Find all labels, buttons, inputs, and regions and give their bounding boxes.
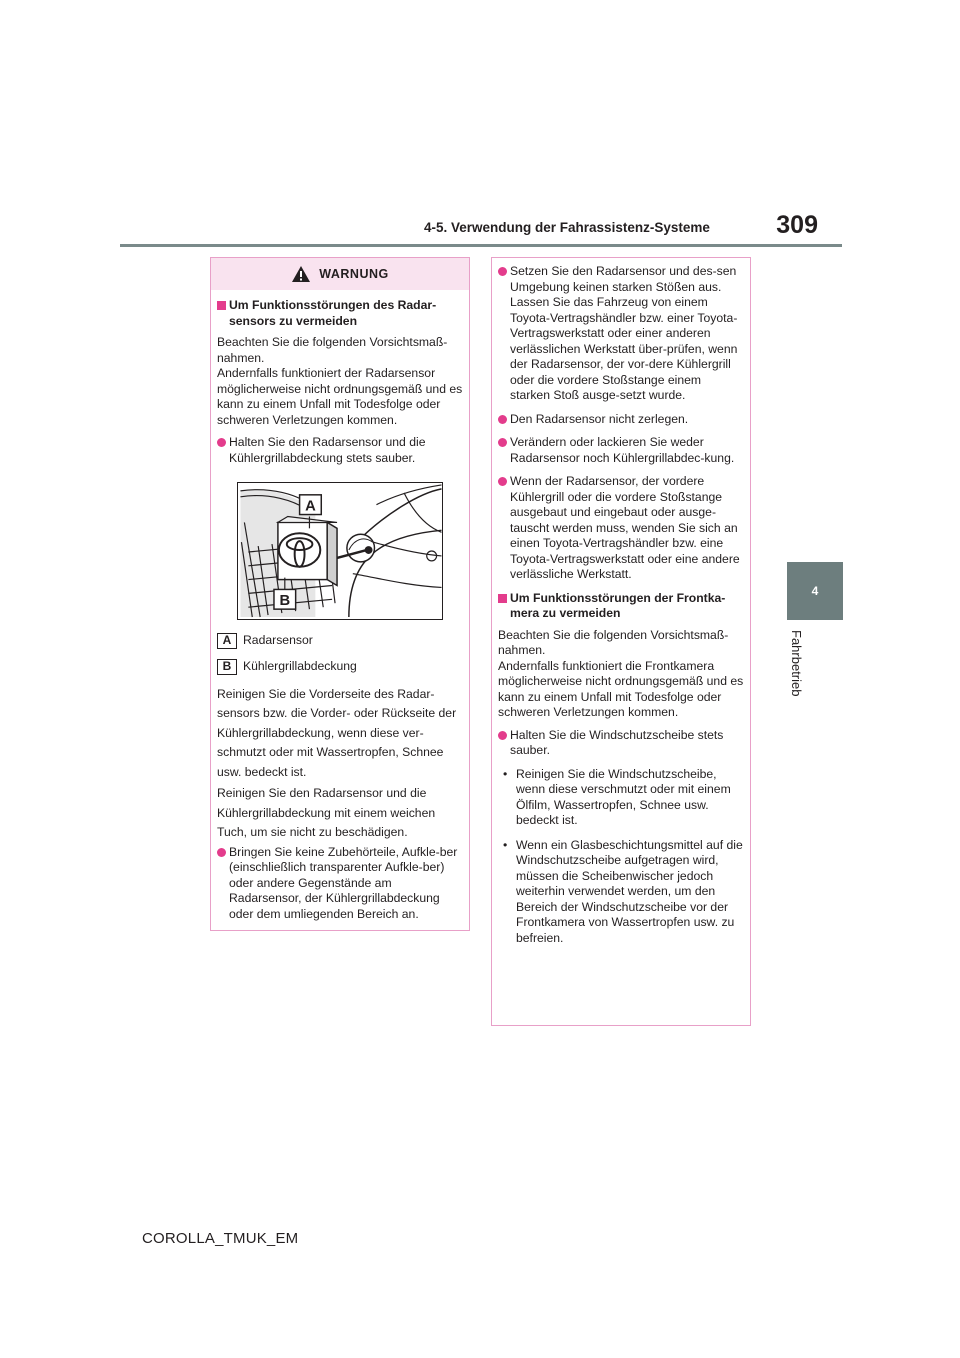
list-item: Bringen Sie keine Zubehörteile, Aufkle-ber (einschließlich transparenter Aufkle-ber) oder andere Gegenstände am Radarsensor, der Kühlergrillabdeckung oder dem umliegenden Bereich an.: [217, 845, 463, 923]
sub-list-item: • Wenn ein Glasbeschichtungsmittel auf die Windschutzscheibe aufgetragen wird, müssen die Scheibenwischer jedoch weiterhin verwendet werden, um den Bereich der Windschutzscheibe vor der Frontkamera von Wassertropfen usw. zu befreien.: [503, 837, 743, 945]
legend-text-a: Radarsensor: [243, 632, 313, 647]
round-bullet-icon: [498, 415, 507, 424]
list-item: Halten Sie den Radarsensor und die Kühlergrillabdeckung stets sauber.: [217, 435, 463, 466]
chapter-label: Fahrbetrieb: [789, 630, 804, 697]
chapter-number: 4: [811, 584, 819, 598]
sub-list-item: • Reinigen Sie die Windschutzscheibe, wenn diese verschmutzt oder mit einem Ölfilm, Wassertropfen, Schnee usw. bedeckt ist.: [503, 766, 731, 827]
section-heading-camera: Um Funktionsstörungen der Frontka-mera zu vermeiden: [498, 591, 744, 622]
round-bullet-icon: [498, 477, 507, 486]
list-item: Verändern oder lackieren Sie weder Radarsensor noch Kühlergrillabdec-kung.: [498, 435, 744, 466]
footer-code: COROLLA_TMUK_EM: [142, 1230, 299, 1247]
square-bullet-icon: [217, 301, 226, 310]
header-rule: [120, 244, 842, 247]
warning-title: WARNUNG: [319, 267, 389, 281]
warning-box-right: [491, 257, 751, 1026]
clean-cloth-text: Reinigen Sie den Radarsensor und die Kühlergrillabdeckung mit einem weichen Tuch, um sie nicht zu beschädigen.: [217, 786, 436, 839]
figure-label-b: B: [279, 593, 291, 610]
intro-text: Beachten Sie die folgenden Vorsichtsmaß-nahmen. Andernfalls funktioniert die Frontkamera möglicherweise nicht ordnungsgemäß und es kann zu einem Unfall mit Todesfolge oder schweren Verletzungen kommen.: [498, 627, 744, 719]
legend-key-b: B: [217, 659, 237, 675]
legend-item-radar: [217, 633, 463, 649]
list-item: Halten Sie die Windschutzscheibe stets sauber.: [498, 728, 744, 759]
page-number: 309: [776, 211, 818, 239]
legend-text-b: Kühlergrillabdeckung: [243, 658, 357, 673]
warning-header: [211, 258, 469, 290]
round-bullet-icon: [217, 848, 226, 857]
list-item: Setzen Sie den Radarsensor und des-sen Umgebung keinen starken Stößen aus. Lassen Sie das Fahrzeug von einem Toyota-Vertragshändler bzw. einer Toyota-Vertragswerkstatt oder einer anderen verlässlichen Werkstatt über-prüfen, wenn der Radarsensor, der vor-dere Kühlergrill oder die vordere Stoßstange einem starken Stoß ausge-setzt wurde.: [498, 264, 744, 404]
section-title: 4-5. Verwendung der Fahrassistenz-Systeme: [424, 220, 710, 235]
intro-text: Beachten Sie die folgenden Vorsichtsmaß-nahmen. Andernfalls funktioniert der Radarsensor möglicherweise nicht ordnungsgemäß und es kann zu einem Unfall mit Todesfolge oder schweren Verletzungen kommen.: [217, 335, 463, 427]
radar-sensor-figure: [237, 482, 443, 620]
list-item: Den Radarsensor nicht zerlegen.: [498, 412, 744, 428]
round-bullet-icon: [498, 438, 507, 447]
warning-content-left: [211, 290, 469, 922]
round-bullet-icon: [498, 731, 507, 740]
round-bullet-icon: [498, 267, 507, 276]
round-bullet-icon: [217, 438, 226, 447]
chapter-tab: [787, 562, 843, 620]
warning-box-left: [210, 257, 470, 931]
figure-label-a: A: [305, 498, 316, 515]
warning-triangle-icon: [291, 265, 311, 283]
list-item: Wenn der Radarsensor, der vordere Kühlergrill oder die vordere Stoßstange ausgebaut und eingebaut oder ausge-tauscht werden muss, wenden Sie sich an einen Toyota-Vertragshändler bzw. eine Toyota-Vertragswerkstatt oder eine andere verlässliche Werkstatt.: [498, 474, 744, 583]
section-heading-radar: Um Funktionsstörungen des Radar-sensors zu vermeiden: [217, 298, 463, 329]
legend-item-grille: [217, 659, 463, 675]
warning-content-right: [492, 258, 750, 946]
legend-key-a: A: [217, 633, 237, 649]
square-bullet-icon: [498, 594, 507, 603]
clean-front-text: Reinigen Sie die Vorderseite des Radar-sensors bzw. die Vorder- oder Rückseite der Kühlergrillabdeckung, wenn diese ver-schmutzt oder mit Wassertropfen, Schnee usw. bedeckt ist.: [217, 686, 457, 779]
